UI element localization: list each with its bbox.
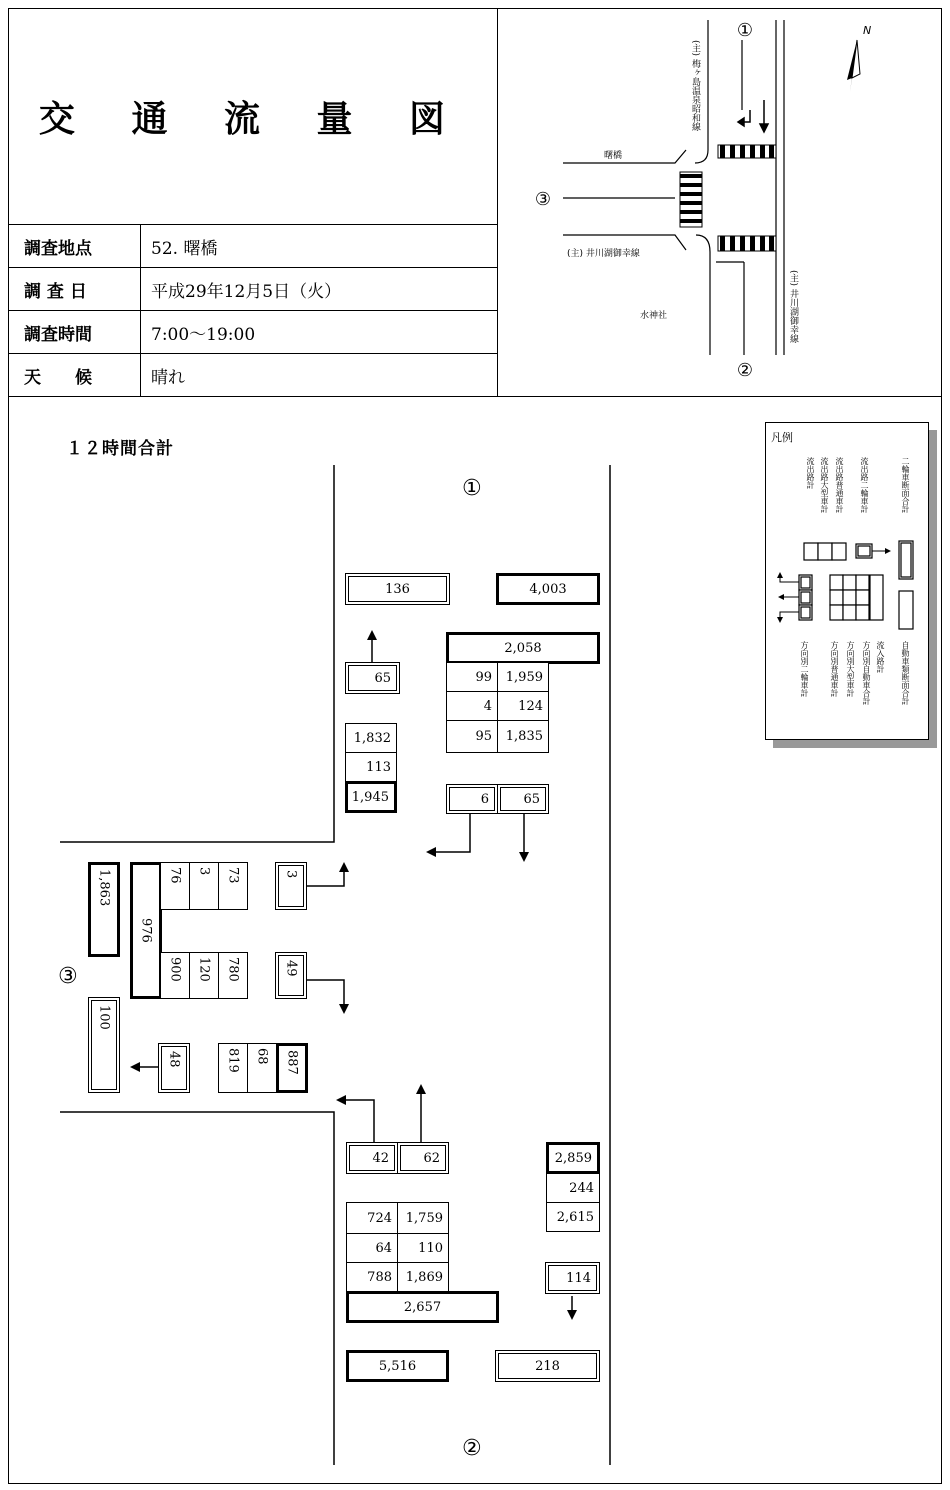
legend-top-label: 流出路大型車計 [820,457,829,513]
legend-top-label: 流出路普通車計 [835,457,844,513]
north-out-stack-total: 1,945 [345,781,397,813]
north-out-moto-box: 136 [345,573,450,605]
south-out-stack-total: 2,859 [546,1142,600,1174]
north-out-stack-cell: 113 [345,752,397,782]
legend-title: 凡例 [771,431,793,444]
legend-top-label: 二輪車断面合計 [901,457,910,513]
north-in-moto-box: 6 [446,784,498,814]
legend-bottom-label: 方向別普通車計 [830,641,839,697]
map-label-2: ② [736,360,754,381]
west-moto-top-box: 3 [275,862,307,910]
legend-symbols [766,423,930,741]
legend-bottom-label: 方向別大型車計 [846,641,855,697]
info-value: 52. 曙橋 [151,238,218,259]
info-key: 調 査 日 [8,268,141,310]
west-in-total-box: 976 [130,862,162,999]
legend-bottom-label: 流入路計 [876,641,885,673]
info-key: 調査時間 [8,311,141,353]
west-grid-top-cell: 3 [189,862,219,910]
south-in-moto-box: 42 [346,1142,398,1174]
west-grid-bottom-cell: 780 [218,952,248,999]
south-section-total-box: 5,516 [346,1350,449,1382]
south-out-moto-box: 114 [545,1262,600,1294]
approach-1-label: ① [462,476,482,501]
north-grid-cell: 4 [446,691,498,721]
west-section-total-box: 1,863 [88,862,120,957]
north-out-moto-turn-box: 65 [345,662,400,694]
north-grid-cell: 1,959 [497,662,549,692]
north-grid-cell: 124 [497,691,549,721]
info-value: 晴れ [151,367,185,388]
legend-top-label: 流出路二輪車計 [860,457,869,513]
north-label: N [863,24,872,37]
north-out-stack-cell: 1,832 [345,723,397,753]
west-out-stack-total: 887 [276,1043,308,1093]
north-grid-cell: 99 [446,662,498,692]
legend [765,422,929,740]
south-in-moto-box: 62 [397,1142,449,1174]
info-value: 7:00～19:00 [151,324,256,345]
north-in-moto-box: 65 [497,784,549,814]
map-bridge-label: 曙橋 [604,151,623,161]
north-in-total-box: 2,058 [446,632,600,664]
approach-2-label: ② [462,1436,482,1461]
north-grid-cell: 95 [446,720,498,753]
west-grid-bottom-cell: 120 [189,952,219,999]
period-label: １２時間合計 [66,439,174,459]
west-out-moto-box: 48 [158,1043,190,1093]
map-road-north-label: (主) 梅ヶ島温泉昭和線 [690,40,700,131]
info-value: 平成29年12月5日（火） [151,281,342,302]
map-landmark-label: 水神社 [640,311,668,321]
info-key: 天 候 [8,354,141,396]
west-out-stack-cell: 68 [247,1043,277,1093]
north-section-total-box: 4,003 [496,573,600,605]
legend-top-label: 流出路計 [806,457,815,489]
west-section-moto-box: 100 [88,997,120,1093]
south-grid-cell: 1,759 [397,1202,449,1234]
west-grid-top-cell: 73 [218,862,248,910]
west-out-stack-cell: 819 [218,1043,248,1093]
page-title: 交 通 流 量 図 [38,98,468,140]
map-road-south-label: (主) 井川湖御幸線 [788,270,798,343]
legend-bottom-label: 自動車類断面合計 [901,641,910,705]
south-grid-cell: 788 [346,1262,398,1292]
south-section-moto-box: 218 [495,1350,600,1382]
north-grid-cell: 1,835 [497,720,549,753]
legend-bottom-label: 方向別二輪車計 [800,641,809,697]
west-grid-bottom-cell: 900 [160,952,190,999]
south-out-stack-cell: 244 [546,1173,600,1203]
south-grid-cell: 724 [346,1202,398,1234]
approach-3-label: ③ [58,964,78,989]
map-road-west-label: (主) 井川湖御幸線 [567,249,640,259]
south-grid-cell: 64 [346,1233,398,1263]
south-grid-cell: 1,869 [397,1262,449,1292]
map-label-1: ① [736,20,754,41]
info-key: 調査地点 [8,225,141,267]
west-moto-bottom-box: 49 [275,952,307,999]
south-grid-cell: 110 [397,1233,449,1263]
map-label-3: ③ [534,189,552,210]
south-out-stack-cell: 2,615 [546,1202,600,1232]
west-grid-top-cell: 76 [160,862,190,910]
legend-bottom-label: 方向別自動車合計 [862,641,871,705]
south-in-total-box: 2,657 [346,1291,499,1323]
